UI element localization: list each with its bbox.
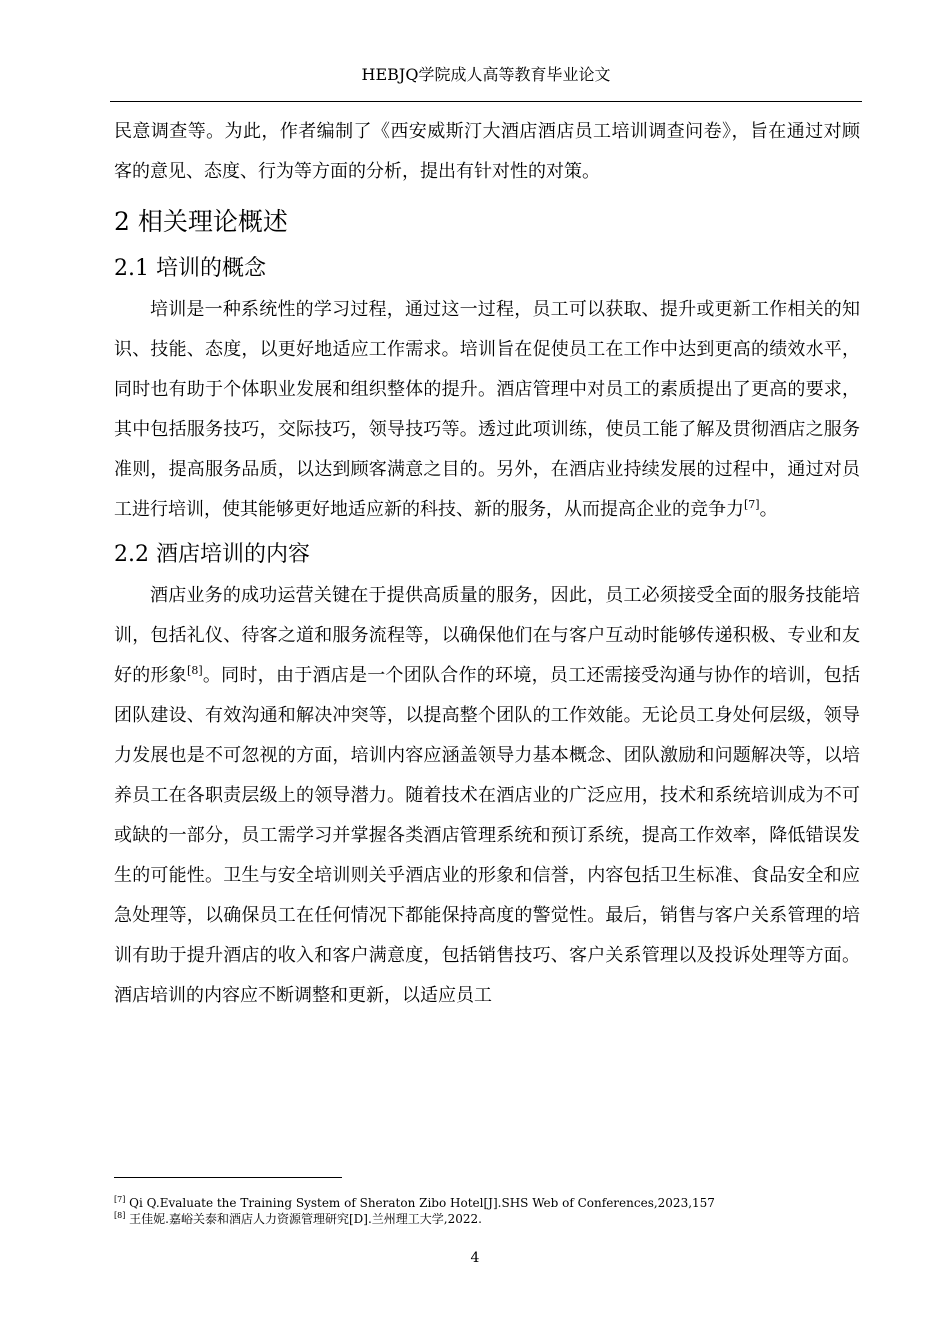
running-header: HEBJQ学院成人高等教育毕业论文 (361, 65, 611, 84)
citation-8: [8] (187, 664, 203, 677)
section-2-1-text: 培训是一种系统性的学习过程，通过这一过程，员工可以获取、提升或更新工作相关的知识、技能、态度，以更好地适应工作需求。培训旨在促使员工在工作中达到更高的绩效水平，同时也有助于个体职业发展和组织整体的提升。酒店管理中对员工的素质提出了更高的要求，其中包括服务技巧，交际技巧，领导技巧等。透过此项训练，使员工能了解及贯彻酒店之服务准则，提高服务品质，以达到顾客满意之目的。另外，在酒店业持续发展的过程中，通过对员工进行培训，使其能够更好地适应新的科技、新的服务，从而提高企业的竞争力 (114, 299, 860, 520)
footnote-8 (114, 1211, 860, 1227)
footnotes (114, 1195, 860, 1227)
section-2-2-text-a: 酒店业务的成功运营关键在于提供高质量的服务，因此，员工必须接受全面的服务技能培训，包括礼仪、待客之道和服务流程等，以确保他们在与客户互动时能够传递积极、专业和友好的形象 (114, 585, 860, 686)
page-body (114, 112, 860, 1016)
footnote-text: Qi Q.Evaluate the Training System of Sheraton Zibo Hotel[J].SHS Web of Conferences,2023,157 (125, 1196, 715, 1210)
header-rule (110, 101, 862, 102)
footnote-7 (114, 1195, 860, 1211)
section-2-2-paragraph (114, 576, 860, 1016)
section-2-2-heading: 2.2 酒店培训的内容 (114, 542, 310, 567)
footnote-mark: [7] (114, 1195, 126, 1204)
section-2-1-tail: 。 (759, 499, 778, 520)
section-2-2-text-b: 。同时，由于酒店是一个团队合作的环境，员工还需接受沟通与协作的培训，包括团队建设、有效沟通和解决冲突等，以提高整个团队的工作效能。无论员工身处何层级，领导力发展也是不可忽视的方面，培训内容应涵盖领导力基本概念、团队激励和问题解决等，以培养员工在各职责层级上的领导潜力。随着技术在酒店业的广泛应用，技术和系统培训成为不可或缺的一部分，员工需学习并掌握各类酒店管理系统和预订系统，提高工作效率，降低错误发生的可能性。卫生与安全培训则关乎酒店业的形象和信誉，内容包括卫生标准、食品安全和应急处理等，以确保员工在任何情况下都能保持高度的警觉性。最后，销售与客户关系管理的培训有助于提升酒店的收入和客户满意度，包括销售技巧、客户关系管理以及投诉处理等方面。酒店培训的内容应不断调整和更新，以适应员工 (114, 665, 861, 1006)
section-2-heading: 2 相关理论概述 (114, 207, 288, 236)
section-2-1-paragraph (114, 290, 860, 530)
footnote-text: 王佳妮.嘉峪关泰和酒店人力资源管理研究[D].兰州理工大学,2022. (125, 1212, 482, 1226)
page-number: 4 (470, 1250, 480, 1266)
footnote-mark: [8] (114, 1211, 126, 1220)
section-2-1-heading: 2.1 培训的概念 (114, 256, 266, 281)
intro-paragraph: 民意调查等。为此，作者编制了《西安威斯汀大酒店酒店员工培训调查问卷》，旨在通过对顾客的意见、态度、行为等方面的分析，提出有针对性的对策。 (114, 121, 860, 182)
citation-7: [7] (744, 498, 760, 511)
footnote-rule (114, 1177, 342, 1178)
